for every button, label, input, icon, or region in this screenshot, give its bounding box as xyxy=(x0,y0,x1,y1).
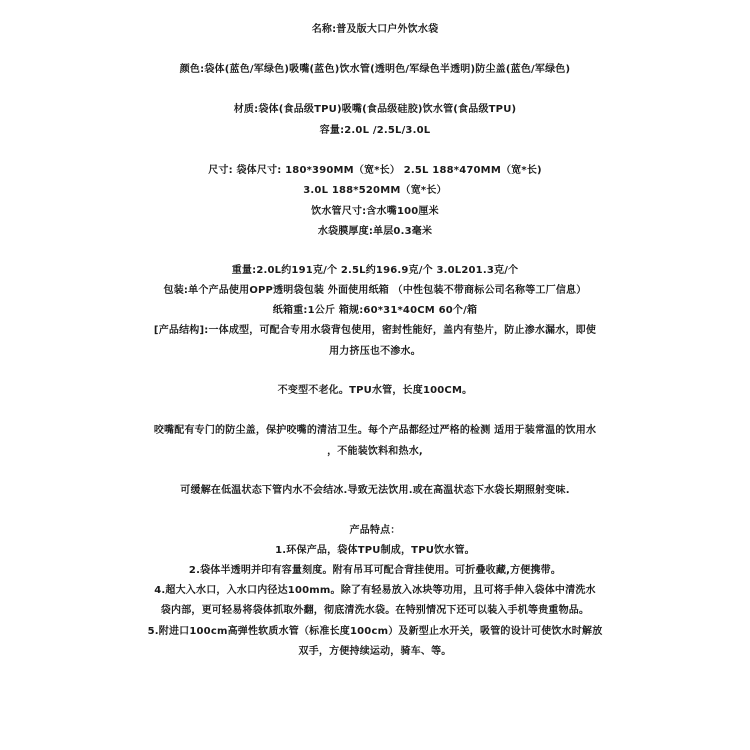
feature-5-line-2: 双手，方便持续运动，骑车、等。 xyxy=(298,646,452,657)
feature-1: 1.环保产品，袋体TPU制成，TPU饮水管。 xyxy=(275,545,475,556)
film-thickness-line: 水袋膜厚度:单层0.3毫米 xyxy=(317,226,433,237)
temperature-line: 可缓解在低温状态下管内水不会结冰.导致无法饮用.或在高温状态下水袋长期照射变味. xyxy=(180,485,570,496)
structure-line-1: [产品结构]:一体成型，可配合专用水袋背包使用，密封性能好，盖内有垫片，防止渗水漏水，即使 xyxy=(153,325,597,336)
feature-4-line-2: 袋内部，更可轻易将袋体抓取外翻，彻底清洗水袋。在特别情况下还可以装入手机等贵重物品。 xyxy=(160,605,590,616)
packaging-line: 包装:单个产品使用OPP透明袋包装 外面使用纸箱 （中性包装不带商标公司名称等工厂信息） xyxy=(163,285,587,296)
material-line: 材质:袋体(食品级TPU)吸嘴(食品级硅胶)饮水管(食品级TPU) xyxy=(233,104,517,115)
color-line: 颜色:袋体(蓝色/军绿色)吸嘴(蓝色)饮水管(透明色/军绿色半透明)防尘盖(蓝色/军绿色) xyxy=(179,64,571,75)
dust-cover-line-1: 咬嘴配有专门的防尘盖，保护咬嘴的清洁卫生。每个产品都经过严格的检测 适用于装常温的饮用水 xyxy=(153,425,597,436)
carton-line: 纸箱重:1公斤 箱规:60*31*40CM 60个/箱 xyxy=(272,305,478,316)
weight-line: 重量:2.0L约191克/个 2.5L约196.9克/个 3.0L201.3克/个 xyxy=(231,265,519,276)
feature-5-line-1: 5.附进口100cm高弹性软质水管（标准长度100cm）及新型止水开关，吸管的设计可使饮水时解放 xyxy=(147,626,603,637)
features-heading: 产品特点： xyxy=(349,525,401,536)
tube-size-line: 饮水管尺寸:含水嘴100厘米 xyxy=(311,206,439,217)
feature-4-line-1: 4.超大入水口，入水口内径达100mm。除了有轻易放入冰块等功用，且可将手伸入袋体中清洗水 xyxy=(154,585,596,596)
feature-2: 2.袋体半透明并印有容量刻度。附有吊耳可配合背挂使用。可折叠收藏,方便携带。 xyxy=(188,565,562,576)
capacity-line: 容量:2.0L /2.5L/3.0L xyxy=(319,125,431,136)
product-name-line: 名称:普及版大口户外饮水袋 xyxy=(311,24,439,35)
dust-cover-line-2: ，不能装饮料和热水, xyxy=(327,446,423,457)
size-line-3l: 3.0L 188*520MM（宽*长） xyxy=(303,185,447,196)
size-line: 尺寸: 袋体尺寸: 180*390MM（宽*长） 2.5L 188*470MM（宽*长) xyxy=(208,165,542,176)
structure-line-2: 用力挤压也不渗水。 xyxy=(329,346,421,357)
no-deform-line: 不变型不老化。TPU水管，长度100CM。 xyxy=(277,385,473,396)
